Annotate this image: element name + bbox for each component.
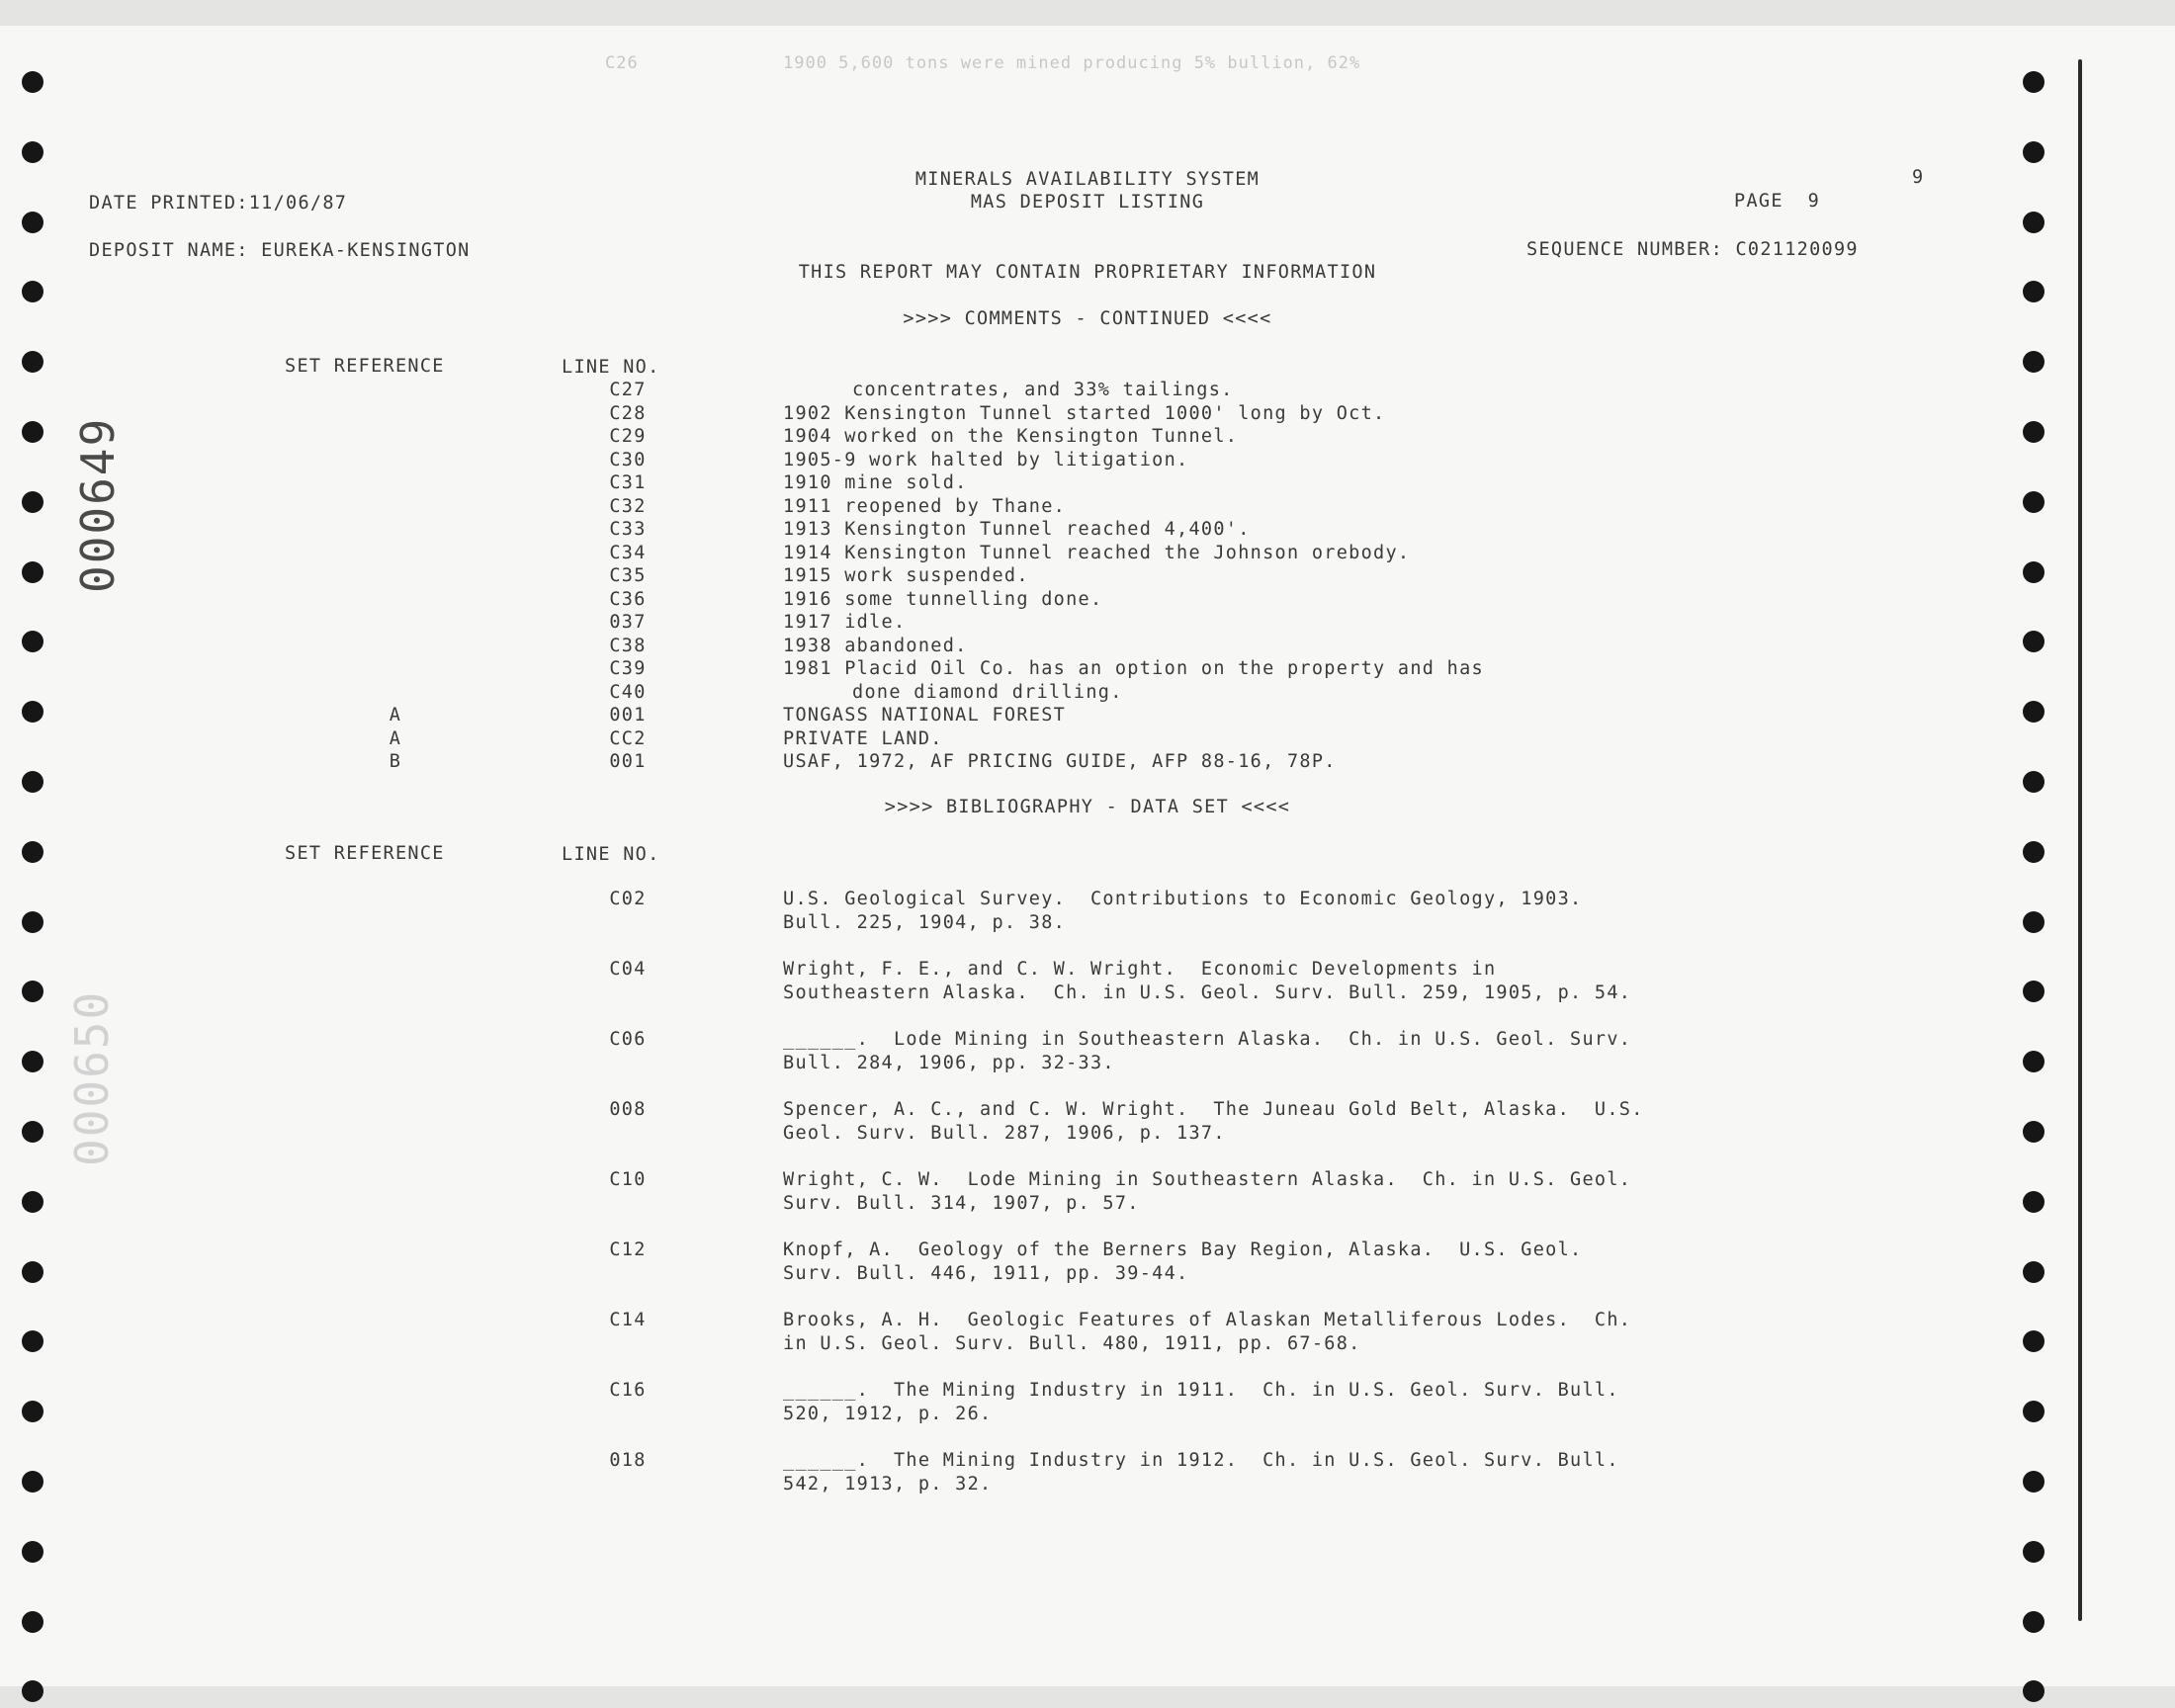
- row-comment-text: done diamond drilling.: [852, 681, 1123, 703]
- faint-code: C26: [605, 53, 639, 73]
- tractor-hole: [22, 141, 44, 163]
- right-tractor-holes: [2023, 0, 2062, 1708]
- date-printed: DATE PRINTED:11/06/87: [89, 193, 348, 214]
- tractor-hole: [2023, 701, 2044, 723]
- tractor-hole: [2023, 1261, 2044, 1283]
- row-comment-text: 1915 work suspended.: [783, 565, 1029, 586]
- tractor-hole: [22, 771, 44, 793]
- comments-set-reference-label: SET REFERENCE: [285, 356, 445, 377]
- tractor-hole: [22, 1191, 44, 1213]
- row-set-reference: B: [389, 751, 402, 772]
- bibliography-citation-line-2: Surv. Bull. 314, 1907, p. 57.: [783, 1192, 1140, 1214]
- tractor-hole: [2023, 1680, 2044, 1702]
- row-comment-text: concentrates, and 33% tailings.: [852, 380, 1234, 400]
- tractor-hole: [2023, 71, 2044, 93]
- row-set-reference: A: [389, 705, 402, 726]
- tractor-hole: [2023, 1541, 2044, 1563]
- tractor-hole: [2023, 1051, 2044, 1072]
- row-line-number: C30: [609, 449, 647, 470]
- tractor-hole: [2023, 631, 2044, 652]
- system-title: MINERALS AVAILABILITY SYSTEM: [914, 169, 1261, 190]
- tractor-hole: [2023, 491, 2044, 513]
- tractor-hole: [2023, 1330, 2044, 1352]
- bibliography-line-number: C14: [609, 1310, 647, 1330]
- bibliography-line-no-label: LINE NO.: [562, 844, 660, 865]
- row-line-number: C35: [609, 565, 647, 586]
- row-line-number: C31: [609, 472, 647, 493]
- tractor-hole: [2023, 1401, 2044, 1422]
- bibliography-heading: >>>> BIBLIOGRAPHY - DATA SET <<<<: [884, 797, 1291, 817]
- row-line-number: 037: [609, 612, 647, 633]
- tractor-hole: [22, 1611, 44, 1633]
- tractor-hole: [22, 981, 44, 1002]
- row-line-number: C29: [609, 426, 647, 447]
- bibliography-citation-line-2: Bull. 225, 1904, p. 38.: [783, 911, 1067, 933]
- tractor-hole: [2023, 981, 2044, 1002]
- bibliography-citation-line-1: ______. The Mining Industry in 1911. Ch. in U.S. Geol. Surv. Bull.: [783, 1380, 1619, 1401]
- tractor-hole: [2023, 1191, 2044, 1213]
- bibliography-citation-line-1: Wright, C. W. Lode Mining in Southeastern Alaska. Ch. in U.S. Geol.: [783, 1169, 1632, 1190]
- document-number-stamp: 000649: [71, 416, 125, 593]
- tractor-hole: [22, 1121, 44, 1143]
- bibliography-citation-line-2: 542, 1913, p. 32.: [783, 1473, 993, 1494]
- tractor-edge-line: [2078, 59, 2082, 1621]
- tractor-hole: [2023, 561, 2044, 583]
- row-comment-text: 1910 mine sold.: [783, 472, 968, 493]
- tractor-hole: [2023, 771, 2044, 793]
- tractor-hole: [22, 1541, 44, 1563]
- row-line-number: C39: [609, 658, 647, 679]
- row-line-number: C33: [609, 519, 647, 540]
- row-comment-text: 1913 Kensington Tunnel reached 4,400'.: [783, 519, 1251, 540]
- bibliography-line-number: C16: [609, 1380, 647, 1401]
- row-comment-text: 1916 some tunnelling done.: [783, 588, 1103, 610]
- comments-heading: >>>> COMMENTS - CONTINUED <<<<: [903, 308, 1272, 329]
- tractor-hole: [22, 1471, 44, 1493]
- faint-bleed-line: 1900 5,600 tons were mined producing 5% bullion, 62%: [783, 53, 1361, 73]
- bibliography-line-number: 018: [609, 1450, 647, 1471]
- bibliography-citation-line-2: 520, 1912, p. 26.: [783, 1403, 993, 1424]
- row-comment-text: PRIVATE LAND.: [783, 727, 943, 749]
- comments-line-no-label: LINE NO.: [562, 357, 660, 378]
- bibliography-citation-line-2: in U.S. Geol. Surv. Bull. 480, 1911, pp. 67-68.: [783, 1332, 1361, 1354]
- bibliography-citation-line-2: Surv. Bull. 446, 1911, pp. 39-44.: [783, 1262, 1189, 1284]
- row-comment-text: 1911 reopened by Thane.: [783, 495, 1067, 517]
- row-line-number: 001: [609, 751, 647, 772]
- tractor-hole: [22, 1051, 44, 1072]
- tractor-hole: [22, 1261, 44, 1283]
- bibliography-line-number: C04: [609, 959, 647, 980]
- tractor-hole: [22, 1401, 44, 1422]
- proprietary-notice: THIS REPORT MAY CONTAIN PROPRIETARY INFORMATION: [798, 262, 1377, 283]
- row-set-reference: A: [389, 727, 402, 749]
- tractor-hole: [2023, 1611, 2044, 1633]
- row-comment-text: 1914 Kensington Tunnel reached the Johnson orebody.: [783, 542, 1411, 563]
- tractor-hole: [22, 351, 44, 373]
- tractor-hole: [2023, 1471, 2044, 1493]
- tractor-hole: [22, 421, 44, 443]
- sequence-number: SEQUENCE NUMBER: C021120099: [1526, 239, 1859, 260]
- tractor-hole: [22, 561, 44, 583]
- corner-page-number: 9: [1912, 167, 1925, 188]
- bibliography-line-number: C12: [609, 1239, 647, 1260]
- bibliography-line-number: C06: [609, 1029, 647, 1050]
- tractor-hole: [22, 911, 44, 933]
- bibliography-citation-line-2: Southeastern Alaska. Ch. in U.S. Geol. Surv. Bull. 259, 1905, p. 54.: [783, 982, 1632, 1003]
- row-line-number: CC2: [609, 727, 647, 749]
- tractor-hole: [22, 841, 44, 863]
- row-comment-text: 1938 abandoned.: [783, 635, 968, 656]
- bibliography-citation-line-2: Geol. Surv. Bull. 287, 1906, p. 137.: [783, 1122, 1226, 1144]
- tractor-hole: [2023, 141, 2044, 163]
- bibliography-line-number: C02: [609, 889, 647, 909]
- row-comment-text: 1905-9 work halted by litigation.: [783, 449, 1189, 470]
- bibliography-citation-line-1: ______. The Mining Industry in 1912. Ch. in U.S. Geol. Surv. Bull.: [783, 1450, 1619, 1471]
- tractor-hole: [2023, 421, 2044, 443]
- bibliography-citation-line-1: Brooks, A. H. Geologic Features of Alaskan Metalliferous Lodes. Ch.: [783, 1310, 1632, 1330]
- tractor-hole: [22, 631, 44, 652]
- listing-title: MAS DEPOSIT LISTING: [970, 192, 1205, 213]
- bibliography-citation-line-1: U.S. Geological Survey. Contributions to Economic Geology, 1903.: [783, 889, 1583, 909]
- bibliography-citation-line-1: Wright, F. E., and C. W. Wright. Economic Developments in: [783, 959, 1497, 980]
- row-comment-text: 1917 idle.: [783, 612, 907, 633]
- tractor-hole: [22, 1680, 44, 1702]
- tractor-hole: [22, 71, 44, 93]
- tractor-hole: [2023, 841, 2044, 863]
- ghost-number-stamp: 000650: [65, 989, 119, 1166]
- bibliography-citation-line-1: ______. Lode Mining in Southeastern Alaska. Ch. in U.S. Geol. Surv.: [783, 1029, 1632, 1050]
- row-line-number: C32: [609, 495, 647, 517]
- row-line-number: C27: [609, 380, 647, 400]
- row-comment-text: 1981 Placid Oil Co. has an option on the property and has: [783, 658, 1484, 679]
- row-comment-text: USAF, 1972, AF PRICING GUIDE, AFP 88-16, 78P.: [783, 751, 1337, 772]
- row-line-number: C28: [609, 402, 647, 424]
- row-line-number: C40: [609, 681, 647, 703]
- row-line-number: 001: [609, 705, 647, 726]
- row-line-number: C38: [609, 635, 647, 656]
- bibliography-set-reference-label: SET REFERENCE: [285, 843, 445, 864]
- bibliography-line-number: C10: [609, 1169, 647, 1190]
- tractor-hole: [2023, 351, 2044, 373]
- deposit-name: DEPOSIT NAME: EUREKA-KENSINGTON: [89, 240, 471, 261]
- tractor-hole: [2023, 1121, 2044, 1143]
- tractor-hole: [22, 491, 44, 513]
- bibliography-citation-line-2: Bull. 284, 1906, pp. 32-33.: [783, 1052, 1115, 1073]
- row-line-number: C34: [609, 542, 647, 563]
- bibliography-citation-line-1: Spencer, A. C., and C. W. Wright. The Juneau Gold Belt, Alaska. U.S.: [783, 1099, 1644, 1120]
- row-comment-text: TONGASS NATIONAL FOREST: [783, 705, 1067, 726]
- tractor-hole: [22, 1330, 44, 1352]
- tractor-hole: [2023, 911, 2044, 933]
- row-comment-text: 1902 Kensington Tunnel started 1000' long by Oct.: [783, 402, 1386, 424]
- page-label: PAGE 9: [1734, 191, 1821, 212]
- row-line-number: C36: [609, 588, 647, 610]
- left-tractor-holes: [22, 0, 61, 1708]
- tractor-hole: [22, 701, 44, 723]
- row-comment-text: 1904 worked on the Kensington Tunnel.: [783, 426, 1239, 447]
- bibliography-citation-line-1: Knopf, A. Geology of the Berners Bay Region, Alaska. U.S. Geol.: [783, 1239, 1583, 1260]
- bibliography-line-number: 008: [609, 1099, 647, 1120]
